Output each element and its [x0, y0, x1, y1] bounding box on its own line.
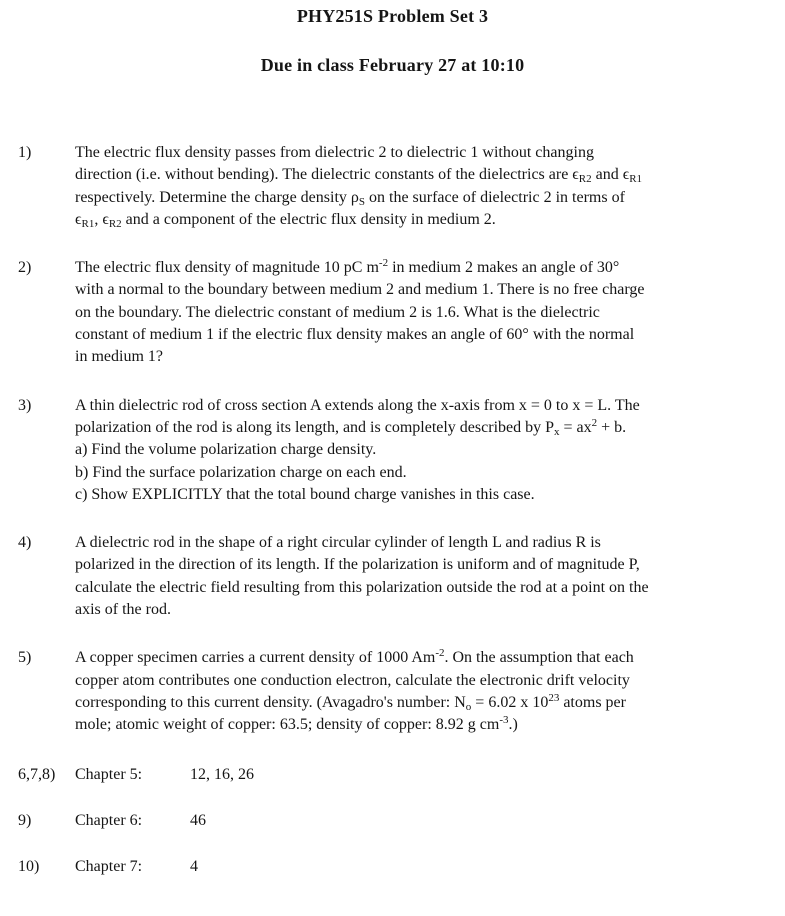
problem-line: polarization of the rod is along its length, and is completely described by $P_x = ax^2 + b$.: [75, 416, 627, 438]
problem-line: a) Find the volume polarization charge density.: [75, 441, 377, 459]
problem-line: $\epsilon_{R1}$, $\epsilon_{R2}$ and a component of the electric flux density in medium 2.: [75, 210, 496, 230]
subscript-text: R1: [81, 217, 95, 230]
supscript-text: 2: [591, 416, 598, 429]
supscript-text: -2: [435, 647, 445, 660]
problem-line: constant of medium 1 if the electric flux density makes an angle of 60° with the normal: [75, 326, 635, 344]
problem-line: The electric flux density passes from dielectric 2 to dielectric 1 without changing: [75, 144, 594, 161]
problem-number: 2): [18, 259, 32, 277]
chapter-list: [0, 764, 785, 879]
chapter-problem-numbers: 46: [190, 811, 206, 829]
problem-line: calculate the electric field resulting from this polarization outside the rod at a point on the: [75, 578, 649, 596]
problem-list: [0, 142, 785, 737]
problem-item: [0, 395, 785, 506]
problem-line: on the boundary. The dielectric constant of medium 2 is 1.6. What is the dielectric: [75, 303, 600, 321]
problem-number: 1): [18, 144, 32, 161]
problem-line: c) Show EXPLICITLY that the total bound charge vanishes in this case.: [75, 485, 535, 503]
due-date-line: Due in class February 27 at 10:10: [260, 55, 525, 75]
subscript-text: o: [465, 700, 472, 713]
problem-number: 5): [18, 649, 32, 667]
problem-text: [75, 647, 785, 736]
supscript-text: -3: [499, 714, 509, 727]
chapter-row-number: 9): [18, 811, 32, 829]
document-title: PHY251S Problem Set 3: [296, 6, 489, 26]
problem-number: 4): [18, 534, 32, 552]
problem-line: A copper specimen carries a current density of 1000 $Am^{-2}$. On the assumption that each: [75, 647, 634, 667]
chapter-assignment-row: [0, 810, 785, 832]
problem-line: corresponding to this current density. (Avagadro's number: $N_o = 6.02$ x $10^{23}$ atoms per: [75, 691, 626, 713]
chapter-label: Chapter 6:: [75, 811, 143, 829]
problem-line: copper atom contributes one conduction electron, calculate the electronic drift velocity: [75, 671, 630, 689]
problem-text: [75, 532, 785, 621]
problem-text: [75, 395, 785, 506]
subscript-text: S: [358, 195, 365, 208]
problem-item: [0, 647, 785, 736]
chapter-label: Chapter 7:: [75, 858, 143, 876]
problem-line: with a normal to the boundary between medium 2 and medium 1. There is no free charge: [75, 281, 645, 299]
chapter-row-number: 6,7,8): [18, 765, 56, 783]
subscript-text: R1: [629, 173, 643, 186]
problem-line: axis of the rod.: [75, 601, 171, 619]
supscript-text: -2: [378, 257, 389, 270]
problem-number: 3): [18, 396, 32, 414]
problem-line: A thin dielectric rod of cross section A extends along the x-axis from x = 0 to x = L. The: [75, 396, 640, 414]
problem-item: [0, 142, 785, 231]
chapter-problem-numbers: 12, 16, 26: [190, 765, 254, 783]
chapter-assignment-row: [0, 856, 785, 878]
chapter-assignment-row: [0, 764, 785, 786]
problem-line: The electric flux density of magnitude 10 pC $m^{-2}$ in medium 2 makes an angle of 30°: [75, 257, 620, 277]
problem-line: mole; atomic weight of copper: 63.5; density of copper: 8.92 g $cm^{-3}$.): [75, 714, 518, 734]
subscript-text: x: [554, 425, 560, 438]
problem-item: [0, 532, 785, 621]
subscript-text: R2: [108, 217, 122, 230]
problem-line: polarized in the direction of its length. If the polarization is uniform and of magnitude P,: [75, 556, 640, 574]
problem-item: [0, 257, 785, 368]
chapter-problem-numbers: 4: [190, 858, 198, 876]
problem-text: [75, 142, 785, 231]
problem-line: A dielectric rod in the shape of a right circular cylinder of length L and radius R is: [75, 534, 601, 552]
chapter-label: Chapter 5:: [75, 765, 143, 783]
problem-line: respectively. Determine the charge density $\rho_S$ on the surface of dielectric 2 in terms of: [75, 188, 625, 208]
subscript-text: R2: [578, 173, 592, 186]
chapter-row-number: 10): [18, 858, 40, 876]
supscript-text: 23: [548, 691, 560, 704]
problem-line: b) Find the surface polarization charge on each end.: [75, 463, 407, 481]
problem-line: in medium 1?: [75, 348, 163, 366]
problem-text: [75, 257, 785, 368]
problem-line: direction (i.e. without bending). The dielectric constants of the dielectrics are $\epsilon_{R2}$ and $\epsilon_{R1}$: [75, 166, 643, 186]
